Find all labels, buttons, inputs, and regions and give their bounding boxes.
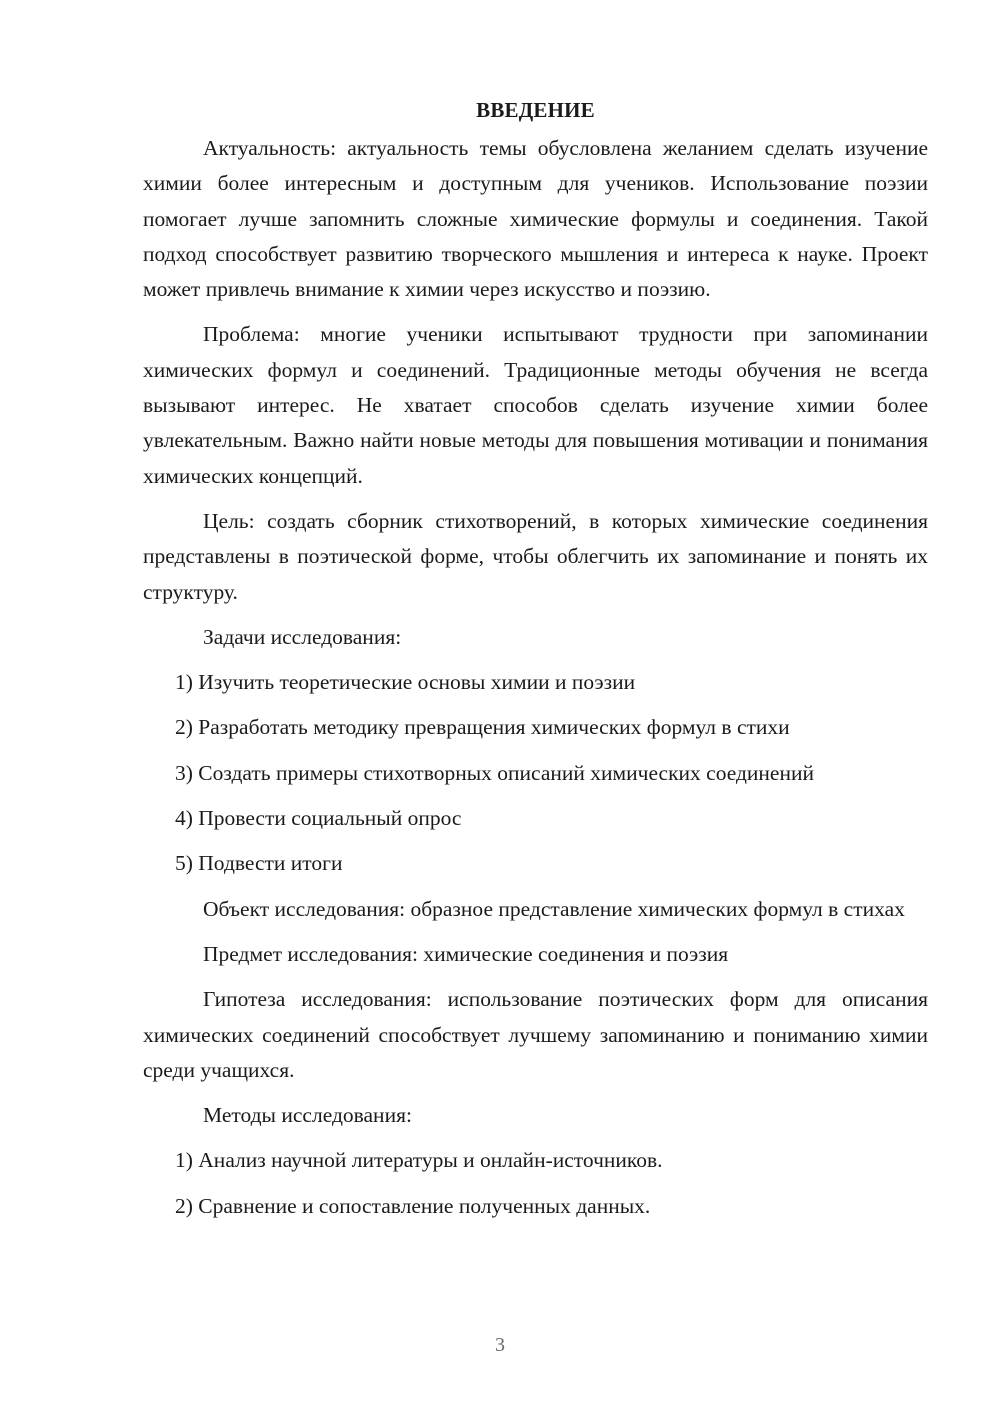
task-item: 5) Подвести итоги [175,851,343,876]
section-heading: ВВЕДЕНИЕ [476,98,595,122]
task-item: 1) Изучить теоретические основы химии и поэзии [175,670,636,695]
relevance-paragraph: Актуальность: актуальность темы обусловлена желанием сделать изучение химии более интересным и доступным для учеников. Использование поэзии помогает лучше запомнить сложные химические формулы и соединения. Такой подход способствует развитию творческого мышления и интереса к науке. Проект может привлечь внимание к химии через искусство и поэзию. [143,136,928,302]
page-number: 3 [495,1334,505,1356]
methods-label: Методы исследования: [203,1103,412,1128]
document-page [143,92,928,1234]
hypothesis-paragraph: Гипотеза исследования: использование поэтических форм для описания химических соединений способствует лучшему запоминанию и пониманию химии среди учащихся. [143,987,928,1082]
subject-paragraph: Предмет исследования: химические соединения и поэзия [203,941,729,966]
goal-paragraph: Цель: создать сборник стихотворений, в которых химические соединения представлены в поэтической форме, чтобы облегчить их запоминание и понять их структуру. [143,508,928,604]
tasks-list [143,665,928,881]
task-item: 2) Разработать методику превращения химических формул в стихи [175,715,790,740]
method-item: 1) Анализ научной литературы и онлайн-источников. [175,1148,663,1173]
methods-list [143,1143,928,1224]
object-paragraph: Объект исследования: образное представление химических формул в стихах [203,896,905,921]
task-item: 3) Создать примеры стихотворных описаний химических соединений [175,760,814,785]
method-item: 2) Сравнение и сопоставление полученных данных. [175,1193,651,1218]
problem-paragraph: Проблема: многие ученики испытывают трудности при запоминании химических формул и соединений. Традиционные методы обучения не всегда вызывают интерес. Не хватает способов сделать изучение химии более увлекательным. Важно найти новые методы для повышения мотивации и понимания химических концепций. [143,322,928,488]
task-item: 4) Провести социальный опрос [175,806,462,831]
tasks-label: Задачи исследования: [203,624,402,649]
